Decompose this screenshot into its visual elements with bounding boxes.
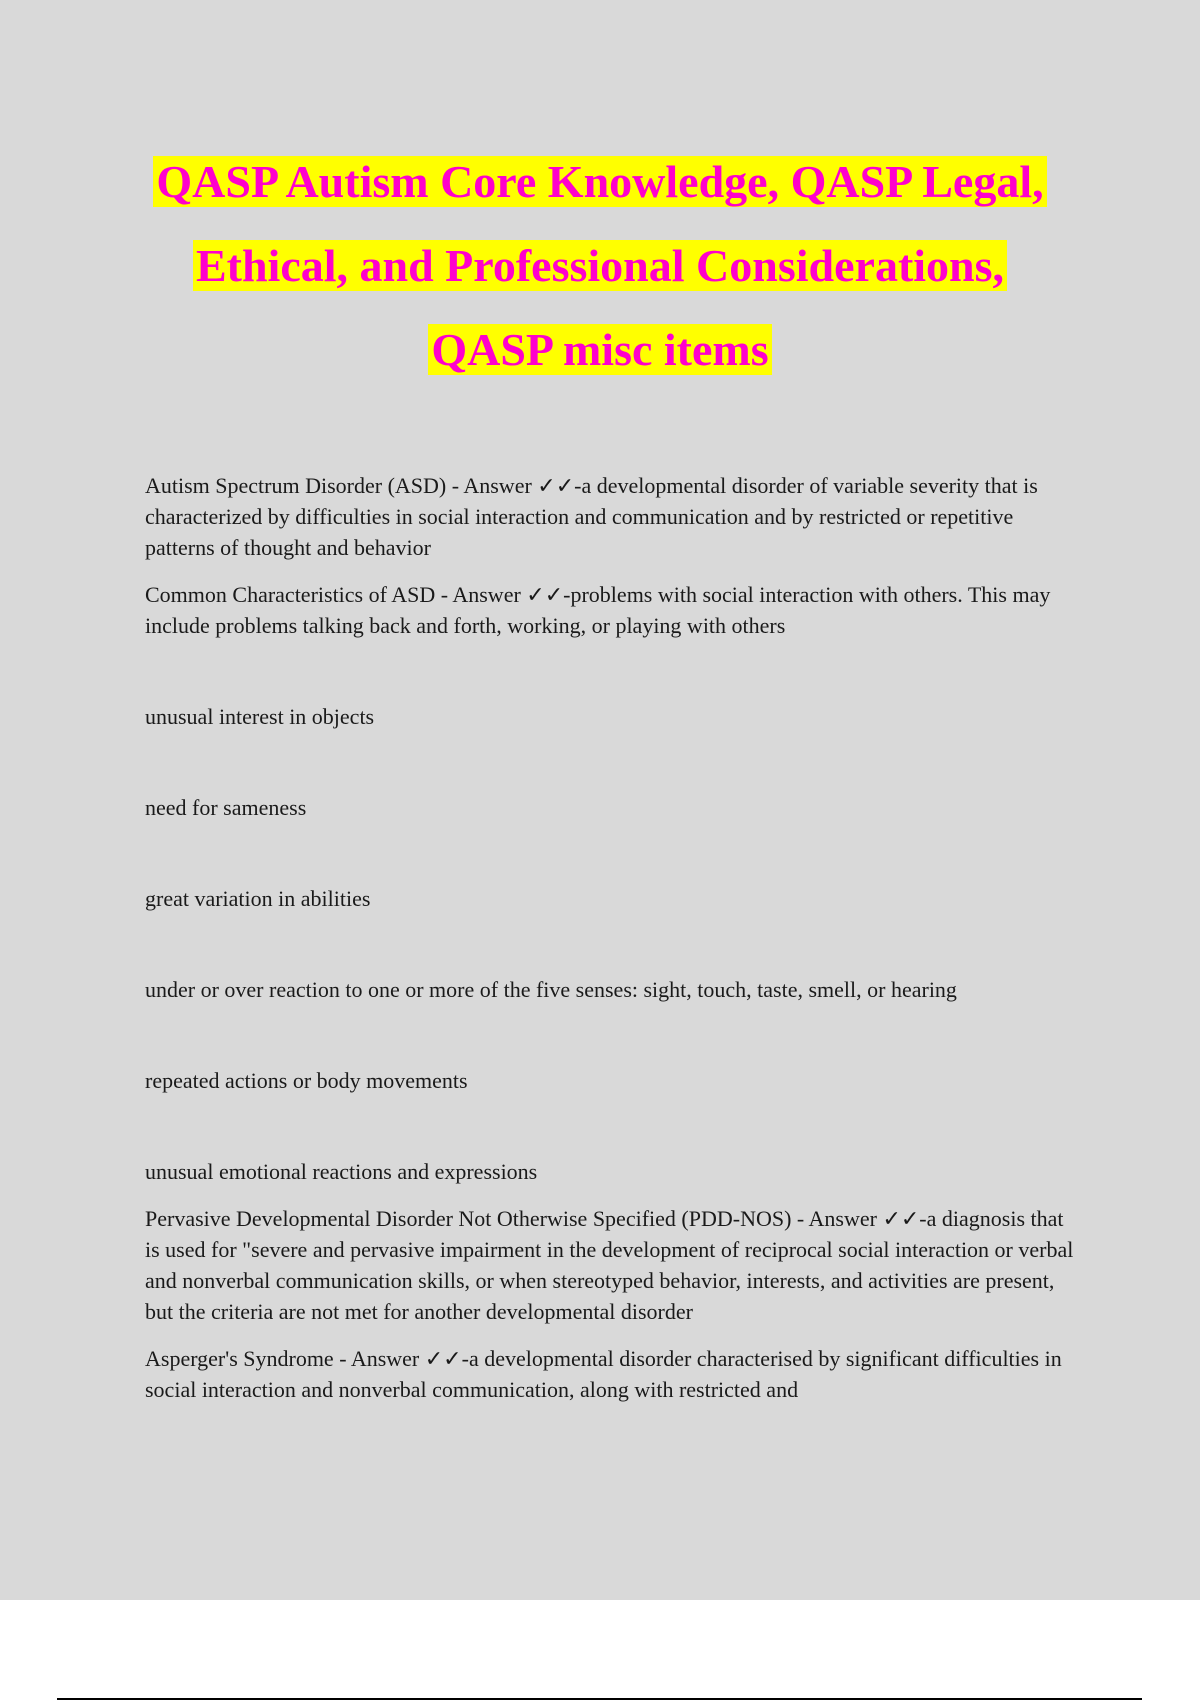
title-line-2: Ethical, and Professional Considerations, [0, 224, 1200, 308]
document-body [145, 470, 1075, 1405]
document-title [0, 140, 1200, 392]
characteristic-item: unusual emotional reactions and expressions [145, 1159, 538, 1184]
characteristic-item: great variation in abilities [145, 886, 371, 911]
entry-term: Autism Spectrum Disorder (ASD) - [145, 473, 464, 498]
answer-marker: Answer ✓✓- [350, 1346, 469, 1371]
entry-term: Asperger's Syndrome - [145, 1346, 351, 1371]
title-line-3: QASP misc items [0, 308, 1200, 392]
characteristic-item: repeated actions or body movements [145, 1068, 468, 1093]
characteristic-item: need for sameness [145, 795, 307, 820]
answer-marker: Answer ✓✓- [808, 1206, 927, 1231]
entry-characteristics [145, 579, 1075, 641]
entry-term: Pervasive Developmental Disorder Not Otherwise Specified (PDD-NOS) - [145, 1206, 809, 1231]
entry-definition: problems with social interaction with others. This may include problems talking back and forth, working, or playing with others [145, 582, 1051, 638]
entry-pdd-nos [145, 1203, 1075, 1327]
entry-definition: a developmental disorder characterised by significant difficulties in social interaction and nonverbal communication, along with restricted and [145, 1346, 1062, 1402]
answer-marker: Answer ✓✓- [463, 473, 582, 498]
characteristic-item: unusual interest in objects [145, 704, 375, 729]
entry-asd [145, 470, 1075, 563]
answer-marker: Answer ✓✓- [452, 582, 571, 607]
entry-term: Common Characteristics of ASD - [145, 582, 453, 607]
entry-definition: a developmental disorder of variable severity that is characterized by difficulties in social interaction and communication and by restricted or repetitive patterns of thought and behavior [145, 473, 1038, 560]
entry-asperger [145, 1343, 1075, 1405]
title-line-1: QASP Autism Core Knowledge, QASP Legal, [0, 140, 1200, 224]
entry-definition: a diagnosis that is used for "severe and pervasive impairment in the development of reciprocal social interaction or verbal and nonverbal communication skills, or when stereotyped behavior, interests, and activities are present, but the criteria are not met for another developmental disorder [145, 1206, 1074, 1324]
characteristic-item: under or over reaction to one or more of the five senses: sight, touch, taste, smell, or hearing [145, 977, 957, 1002]
